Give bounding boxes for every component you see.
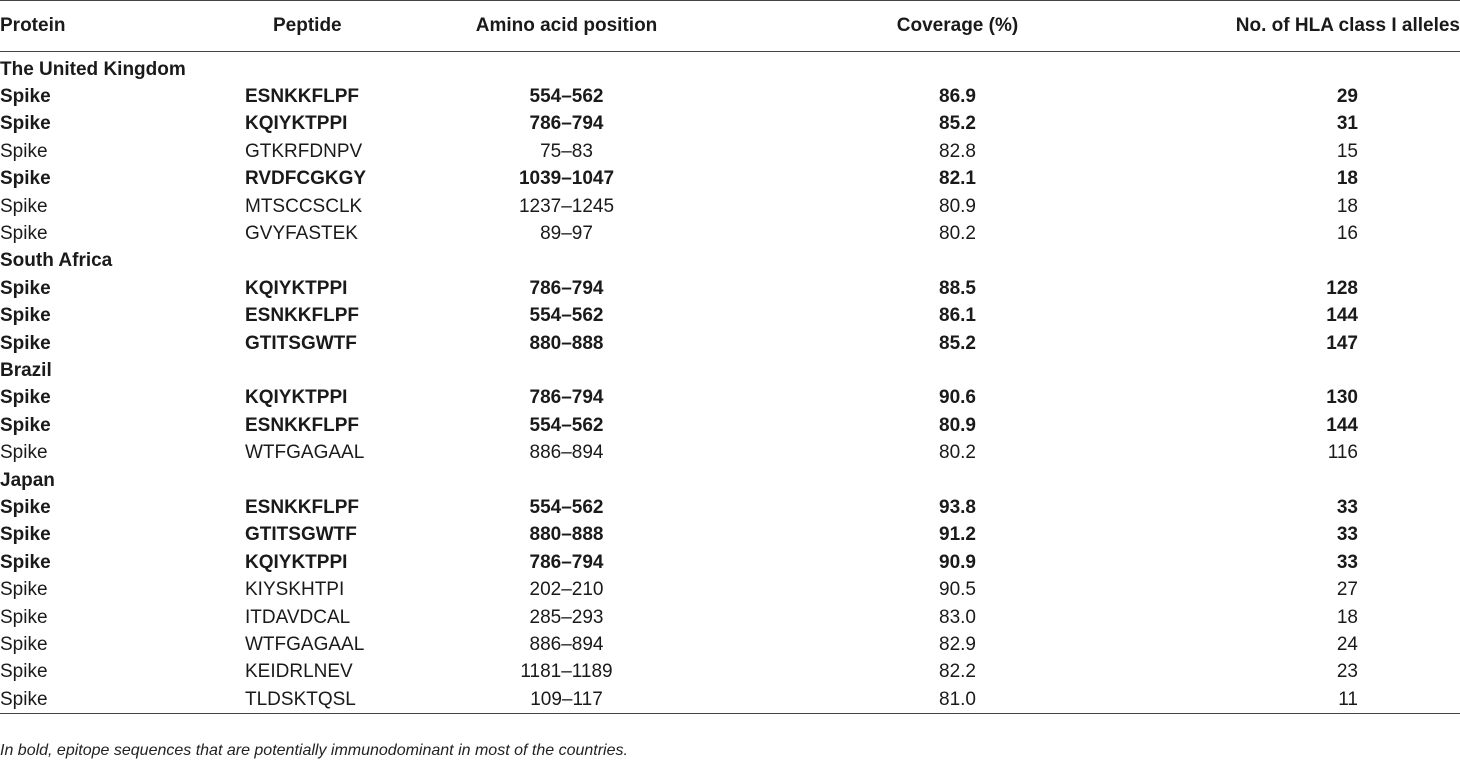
cell-peptide: KEIDRLNEV xyxy=(245,661,353,683)
cell-peptide: KQIYKTPPI xyxy=(245,113,348,135)
table-row xyxy=(0,111,1460,138)
cell-amino-acid-position: 75–83 xyxy=(540,140,593,162)
cell-peptide: GTKRFDNPV xyxy=(245,140,363,162)
cell-peptide: KQIYKTPPI xyxy=(245,387,348,409)
cell-protein: Spike xyxy=(0,86,51,108)
table-row xyxy=(0,385,1460,412)
cell-hla-alleles: 18 xyxy=(1336,168,1358,190)
cell-protein: Spike xyxy=(0,633,48,655)
cell-amino-acid-position: 554–562 xyxy=(529,496,604,518)
header-hla-alleles: No. of HLA class I alleles xyxy=(1155,1,1460,52)
cell-amino-acid-position: 1181–1189 xyxy=(520,661,613,683)
header-amino-acid-position: Amino acid position xyxy=(423,1,788,52)
cell-protein: Spike xyxy=(0,551,51,573)
table-row xyxy=(0,83,1460,110)
cell-peptide: GTITSGWTF xyxy=(245,332,357,354)
group-row xyxy=(0,52,1460,84)
group-row xyxy=(0,467,1460,494)
cell-protein: Spike xyxy=(0,140,48,162)
cell-coverage: 80.9 xyxy=(939,195,976,217)
cell-protein: Spike xyxy=(0,387,51,409)
header-row xyxy=(0,1,1460,52)
cell-protein: Spike xyxy=(0,305,51,327)
table-row xyxy=(0,549,1460,576)
cell-protein: Spike xyxy=(0,195,48,217)
cell-peptide: KIYSKHTPI xyxy=(245,579,345,601)
table-row xyxy=(0,138,1460,165)
cell-protein: Spike xyxy=(0,442,48,464)
cell-hla-alleles: 16 xyxy=(1336,223,1358,245)
group-row xyxy=(0,357,1460,384)
cell-peptide: WTFGAGAAL xyxy=(245,442,365,464)
table-row xyxy=(0,303,1460,330)
cell-hla-alleles: 31 xyxy=(1336,113,1358,135)
cell-coverage: 80.2 xyxy=(939,442,976,464)
cell-protein: Spike xyxy=(0,524,51,546)
cell-amino-acid-position: 1237–1245 xyxy=(518,195,615,217)
cell-protein: Spike xyxy=(0,414,51,436)
country-group-label: South Africa xyxy=(0,250,113,272)
group-row xyxy=(0,248,1460,275)
cell-coverage: 80.2 xyxy=(939,223,976,245)
table-row xyxy=(0,412,1460,439)
cell-amino-acid-position: 554–562 xyxy=(529,414,604,436)
cell-amino-acid-position: 886–894 xyxy=(529,442,604,464)
cell-hla-alleles: 23 xyxy=(1336,661,1358,683)
table-row xyxy=(0,686,1460,714)
cell-amino-acid-position: 786–794 xyxy=(529,277,604,299)
cell-hla-alleles: 18 xyxy=(1336,195,1358,217)
table-row xyxy=(0,659,1460,686)
cell-amino-acid-position: 786–794 xyxy=(529,113,604,135)
cell-protein: Spike xyxy=(0,496,51,518)
header-protein: Protein xyxy=(0,1,213,52)
cell-coverage: 82.2 xyxy=(939,661,976,683)
cell-peptide: TLDSKTQSL xyxy=(213,686,423,714)
cell-coverage: 82.9 xyxy=(939,633,976,655)
cell-peptide: MTSCCSCLK xyxy=(245,195,363,217)
cell-coverage: 82.1 xyxy=(939,168,976,190)
cell-hla-alleles: 33 xyxy=(1336,551,1358,573)
table-row xyxy=(0,631,1460,658)
cell-peptide: ESNKKFLPF xyxy=(245,496,359,518)
cell-protein: Spike xyxy=(0,606,48,628)
cell-protein: Spike xyxy=(0,277,51,299)
cell-coverage: 85.2 xyxy=(939,113,976,135)
cell-hla-alleles: 147 xyxy=(1326,332,1358,354)
cell-coverage: 88.5 xyxy=(939,277,976,299)
table-row xyxy=(0,275,1460,302)
cell-hla-alleles: 33 xyxy=(1336,524,1358,546)
cell-protein: Spike xyxy=(0,168,51,190)
table-row xyxy=(0,330,1460,357)
cell-amino-acid-position: 880–888 xyxy=(529,332,604,354)
cell-hla-alleles: 144 xyxy=(1326,414,1358,436)
cell-hla-alleles: 128 xyxy=(1326,277,1358,299)
cell-amino-acid-position: 554–562 xyxy=(529,305,604,327)
cell-peptide: ESNKKFLPF xyxy=(245,305,359,327)
country-group-label: Japan xyxy=(0,469,55,491)
cell-amino-acid-position: 880–888 xyxy=(529,524,604,546)
cell-hla-alleles: 130 xyxy=(1326,387,1358,409)
cell-peptide: ITDAVDCAL xyxy=(245,606,351,628)
cell-amino-acid-position: 886–894 xyxy=(529,633,604,655)
table-row xyxy=(0,220,1460,247)
cell-amino-acid-position: 109–117 xyxy=(423,686,788,714)
cell-coverage: 83.0 xyxy=(939,606,976,628)
cell-coverage: 91.2 xyxy=(939,524,976,546)
cell-coverage: 86.9 xyxy=(939,86,976,108)
cell-hla-alleles: 27 xyxy=(1336,579,1358,601)
cell-hla-alleles: 24 xyxy=(1336,633,1358,655)
table-row xyxy=(0,576,1460,603)
table-row xyxy=(0,522,1460,549)
cell-peptide: KQIYKTPPI xyxy=(245,551,348,573)
cell-peptide: RVDFCGKGY xyxy=(245,168,367,190)
cell-protein: Spike xyxy=(0,661,48,683)
cell-coverage: 82.8 xyxy=(939,140,976,162)
table-row xyxy=(0,604,1460,631)
cell-peptide: ESNKKFLPF xyxy=(245,86,359,108)
cell-coverage: 90.5 xyxy=(939,579,976,601)
table-footnote: In bold, epitope sequences that are potentially immunodominant in most of the countries. xyxy=(0,742,628,759)
cell-amino-acid-position: 786–794 xyxy=(529,551,604,573)
table-row xyxy=(0,193,1460,220)
cell-coverage: 86.1 xyxy=(939,305,976,327)
cell-protein: Spike xyxy=(0,223,48,245)
cell-peptide: WTFGAGAAL xyxy=(245,633,365,655)
cell-amino-acid-position: 285–293 xyxy=(529,606,604,628)
cell-coverage: 81.0 xyxy=(788,686,1155,714)
cell-amino-acid-position: 554–562 xyxy=(529,86,604,108)
table-header xyxy=(0,1,1460,52)
table-body xyxy=(0,52,1460,714)
cell-coverage: 85.2 xyxy=(939,332,976,354)
cell-hla-alleles: 29 xyxy=(1336,86,1358,108)
cell-coverage: 93.8 xyxy=(939,496,976,518)
cell-amino-acid-position: 89–97 xyxy=(540,223,593,245)
cell-protein: Spike xyxy=(0,686,213,714)
cell-amino-acid-position: 1039–1047 xyxy=(518,168,615,190)
cell-hla-alleles: 18 xyxy=(1336,606,1358,628)
cell-coverage: 90.6 xyxy=(939,387,976,409)
country-group-label: The United Kingdom xyxy=(0,58,186,80)
cell-peptide: ESNKKFLPF xyxy=(245,414,359,436)
cell-peptide: KQIYKTPPI xyxy=(245,277,348,299)
cell-hla-alleles: 116 xyxy=(1327,442,1358,464)
cell-protein: Spike xyxy=(0,579,48,601)
table-row xyxy=(0,439,1460,466)
cell-hla-alleles: 33 xyxy=(1336,496,1358,518)
cell-peptide: GTITSGWTF xyxy=(245,524,357,546)
header-peptide: Peptide xyxy=(213,1,423,52)
table-row xyxy=(0,494,1460,521)
table-row xyxy=(0,166,1460,193)
cell-protein: Spike xyxy=(0,113,51,135)
cell-amino-acid-position: 202–210 xyxy=(529,579,604,601)
country-group-label: Brazil xyxy=(0,359,52,381)
cell-hla-alleles: 15 xyxy=(1336,140,1358,162)
header-coverage: Coverage (%) xyxy=(788,1,1155,52)
cell-hla-alleles: 144 xyxy=(1326,305,1358,327)
cell-coverage: 90.9 xyxy=(939,551,976,573)
cell-hla-alleles: 11 xyxy=(1155,686,1460,714)
cell-coverage: 80.9 xyxy=(939,414,976,436)
cell-amino-acid-position: 786–794 xyxy=(529,387,604,409)
cell-protein: Spike xyxy=(0,332,51,354)
cell-peptide: GVYFASTEK xyxy=(245,223,358,245)
